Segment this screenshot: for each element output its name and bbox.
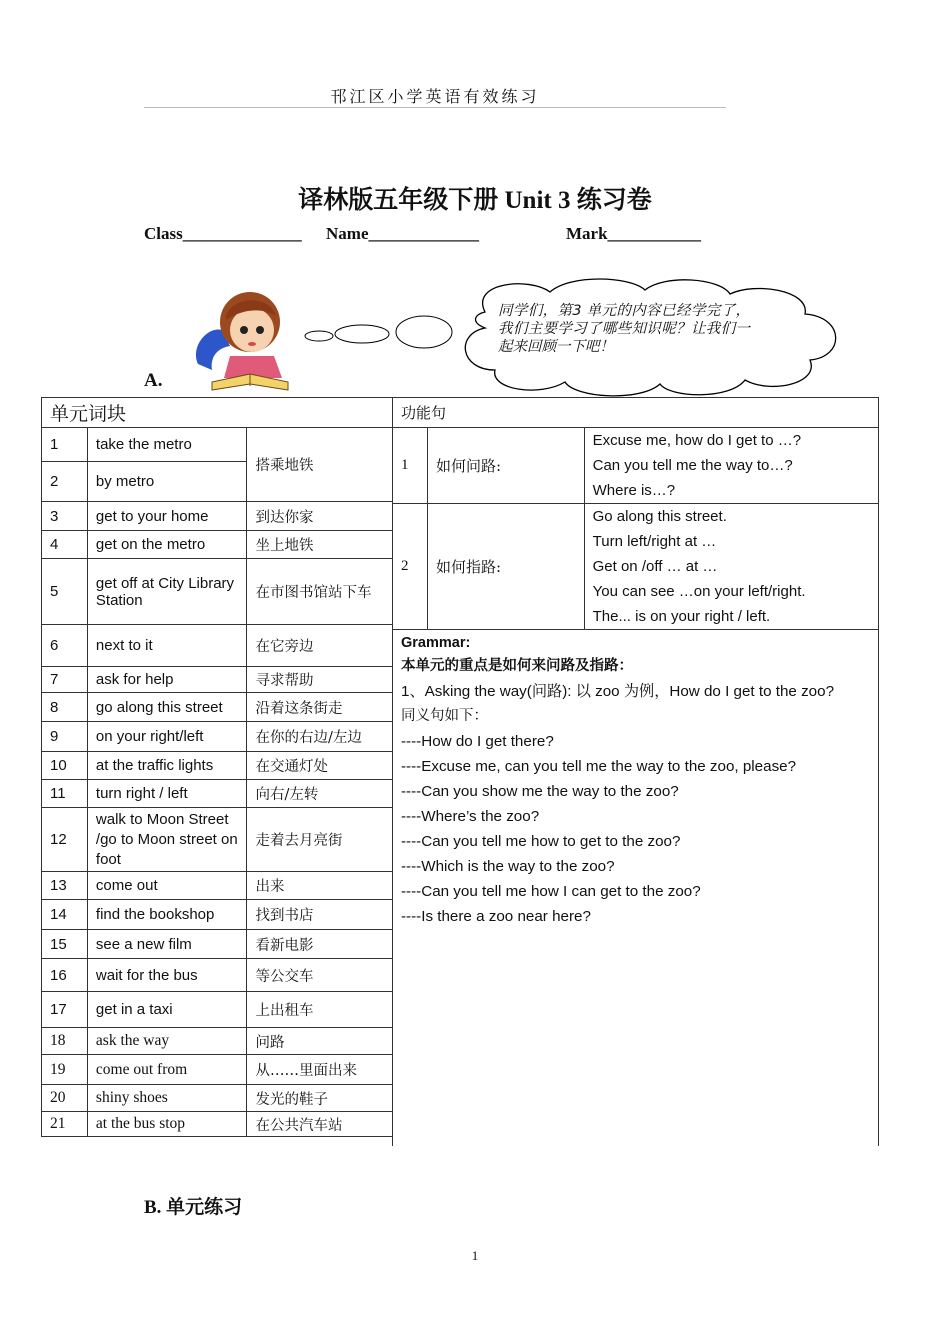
class-field[interactable]: Class______________ [144, 224, 302, 243]
vocab-zh: 从……里面出来 [247, 1055, 393, 1085]
vocab-zh: 搭乘地铁 [247, 428, 393, 502]
grammar-sentence: ----Can you tell me how to get to the zoo? [401, 833, 681, 850]
function-line: Turn left/right at … [592, 533, 717, 550]
vocab-en: next to it [87, 625, 247, 667]
name-field[interactable]: Name_____________ [326, 224, 479, 243]
grammar-sentence: ----Is there a zoo near here? [401, 908, 591, 925]
function-line: You can see …on your left/right. [592, 583, 806, 600]
reading-girl-icon [190, 286, 300, 394]
function-sentences [584, 428, 878, 504]
table-row-number: 20 [42, 1085, 88, 1112]
vocab-en: walk to Moon Street /go to Moon street on foot [87, 808, 247, 872]
table-row-number: 7 [42, 667, 88, 693]
vocab-en: at the traffic lights [87, 752, 247, 780]
grammar-same: 同义句如下： [401, 708, 488, 724]
page-title: 译林版五年级下册 Unit 3 练习卷 [298, 187, 652, 214]
vocab-table [41, 397, 393, 1137]
function-line: Get on /off … at … [592, 558, 718, 575]
table-row-number: 15 [42, 930, 88, 959]
vocab-zh: 等公交车 [247, 959, 393, 992]
vocab-en: on your right/left [87, 722, 247, 752]
function-header: 功能句 [393, 398, 879, 428]
table-row-number: 4 [42, 531, 88, 559]
page-header: 邗江区小学英语有效练习 [144, 88, 726, 108]
vocab-zh: 出来 [247, 872, 393, 900]
page-number: 1 [471, 1248, 479, 1263]
grammar-focus: 本单元的重点是如何来问路及指路： [401, 658, 633, 674]
function-label: 如何指路: [427, 504, 584, 630]
table-row-number: 21 [42, 1112, 88, 1137]
table-row-number: 5 [42, 559, 88, 625]
table-row-number: 14 [42, 900, 88, 930]
table-row-number: 1 [42, 428, 88, 462]
vocab-zh: 寻求帮助 [247, 667, 393, 693]
section-b-label: B. 单元练习 [144, 1197, 243, 1218]
grammar-sentence: ----Which is the way to the zoo? [401, 858, 615, 875]
vocab-zh: 看新电影 [247, 930, 393, 959]
table-row-number: 8 [42, 693, 88, 722]
vocab-zh: 在市图书馆站下车 [247, 559, 393, 625]
table-row-number: 3 [42, 502, 88, 531]
function-number: 1 [393, 428, 428, 504]
vocab-zh: 在它旁边 [247, 625, 393, 667]
vocab-zh: 问路 [247, 1028, 393, 1055]
vocab-en: go along this street [87, 693, 247, 722]
grammar-sentence: ----Excuse me, can you tell me the way to the zoo, please? [401, 758, 797, 775]
table-row-number: 17 [42, 992, 88, 1028]
vocab-en: turn right / left [87, 780, 247, 808]
function-line: The... is on your right / left. [592, 608, 771, 625]
vocab-zh: 发光的鞋子 [247, 1085, 393, 1112]
table-row-number: 16 [42, 959, 88, 992]
section-a-label: A. [144, 370, 163, 391]
vocab-en: get in a taxi [87, 992, 247, 1028]
vocab-zh: 沿着这条街走 [247, 693, 393, 722]
function-line: Can you tell me the way to…? [592, 457, 793, 474]
vocab-zh: 向右/左转 [247, 780, 393, 808]
table-row-number: 13 [42, 872, 88, 900]
vocab-en: get to your home [87, 502, 247, 531]
vocab-zh: 在你的右边/左边 [247, 722, 393, 752]
vocab-en: come out from [87, 1055, 247, 1085]
vocab-en: get on the metro [87, 531, 247, 559]
vocab-zh: 上出租车 [247, 992, 393, 1028]
vocab-en: ask the way [87, 1028, 247, 1055]
vocab-zh: 坐上地铁 [247, 531, 393, 559]
function-line: Excuse me, how do I get to …? [592, 432, 802, 449]
function-table [392, 397, 879, 1146]
bubble-text: 同学们，第3 单元的内容已经学完了，我们主要学习了哪些知识呢？让我们一起来回顾一下吧！ [498, 303, 750, 355]
table-row-number: 10 [42, 752, 88, 780]
grammar-sentence: ----Can you show me the way to the zoo? [401, 783, 679, 800]
grammar-section [393, 630, 879, 1146]
vocab-en: by metro [87, 462, 247, 502]
mark-field[interactable]: Mark___________ [566, 224, 702, 243]
table-row-number: 2 [42, 462, 88, 502]
vocab-en: ask for help [87, 667, 247, 693]
function-line: Go along this street. [592, 508, 727, 525]
grammar-sentence: ----Where’s the zoo? [401, 808, 540, 825]
vocab-zh: 走着去月亮街 [247, 808, 393, 872]
vocab-header: 单元词块 [42, 398, 393, 428]
grammar-line: 1、Asking the way(问路): 以 zoo 为例，How do I get to the zoo? [401, 683, 835, 700]
table-row-number: 9 [42, 722, 88, 752]
table-row-number: 11 [42, 780, 88, 808]
vocab-en: see a new film [87, 930, 247, 959]
table-row-number: 18 [42, 1028, 88, 1055]
function-line: Where is…? [592, 482, 676, 499]
function-number: 2 [393, 504, 428, 630]
table-row-number: 12 [42, 808, 88, 872]
vocab-en: wait for the bus [87, 959, 247, 992]
grammar-sentence: ----How do I get there? [401, 733, 554, 750]
grammar-title: Grammar: [401, 635, 471, 651]
function-label: 如何问路: [427, 428, 584, 504]
vocab-en: come out [87, 872, 247, 900]
vocab-zh: 在公共汽车站 [247, 1112, 393, 1137]
vocab-en: find the bookshop [87, 900, 247, 930]
vocab-zh: 到达你家 [247, 502, 393, 531]
function-sentences [584, 504, 878, 630]
vocab-en: get off at City Library Station [87, 559, 247, 625]
vocab-zh: 在交通灯处 [247, 752, 393, 780]
grammar-sentence: ----Can you tell me how I can get to the zoo? [401, 883, 701, 900]
table-row-number: 6 [42, 625, 88, 667]
table-row-number: 19 [42, 1055, 88, 1085]
vocab-zh: 找到书店 [247, 900, 393, 930]
vocab-en: shiny shoes [87, 1085, 247, 1112]
vocab-en: at the bus stop [87, 1112, 247, 1137]
vocab-en: take the metro [87, 428, 247, 462]
